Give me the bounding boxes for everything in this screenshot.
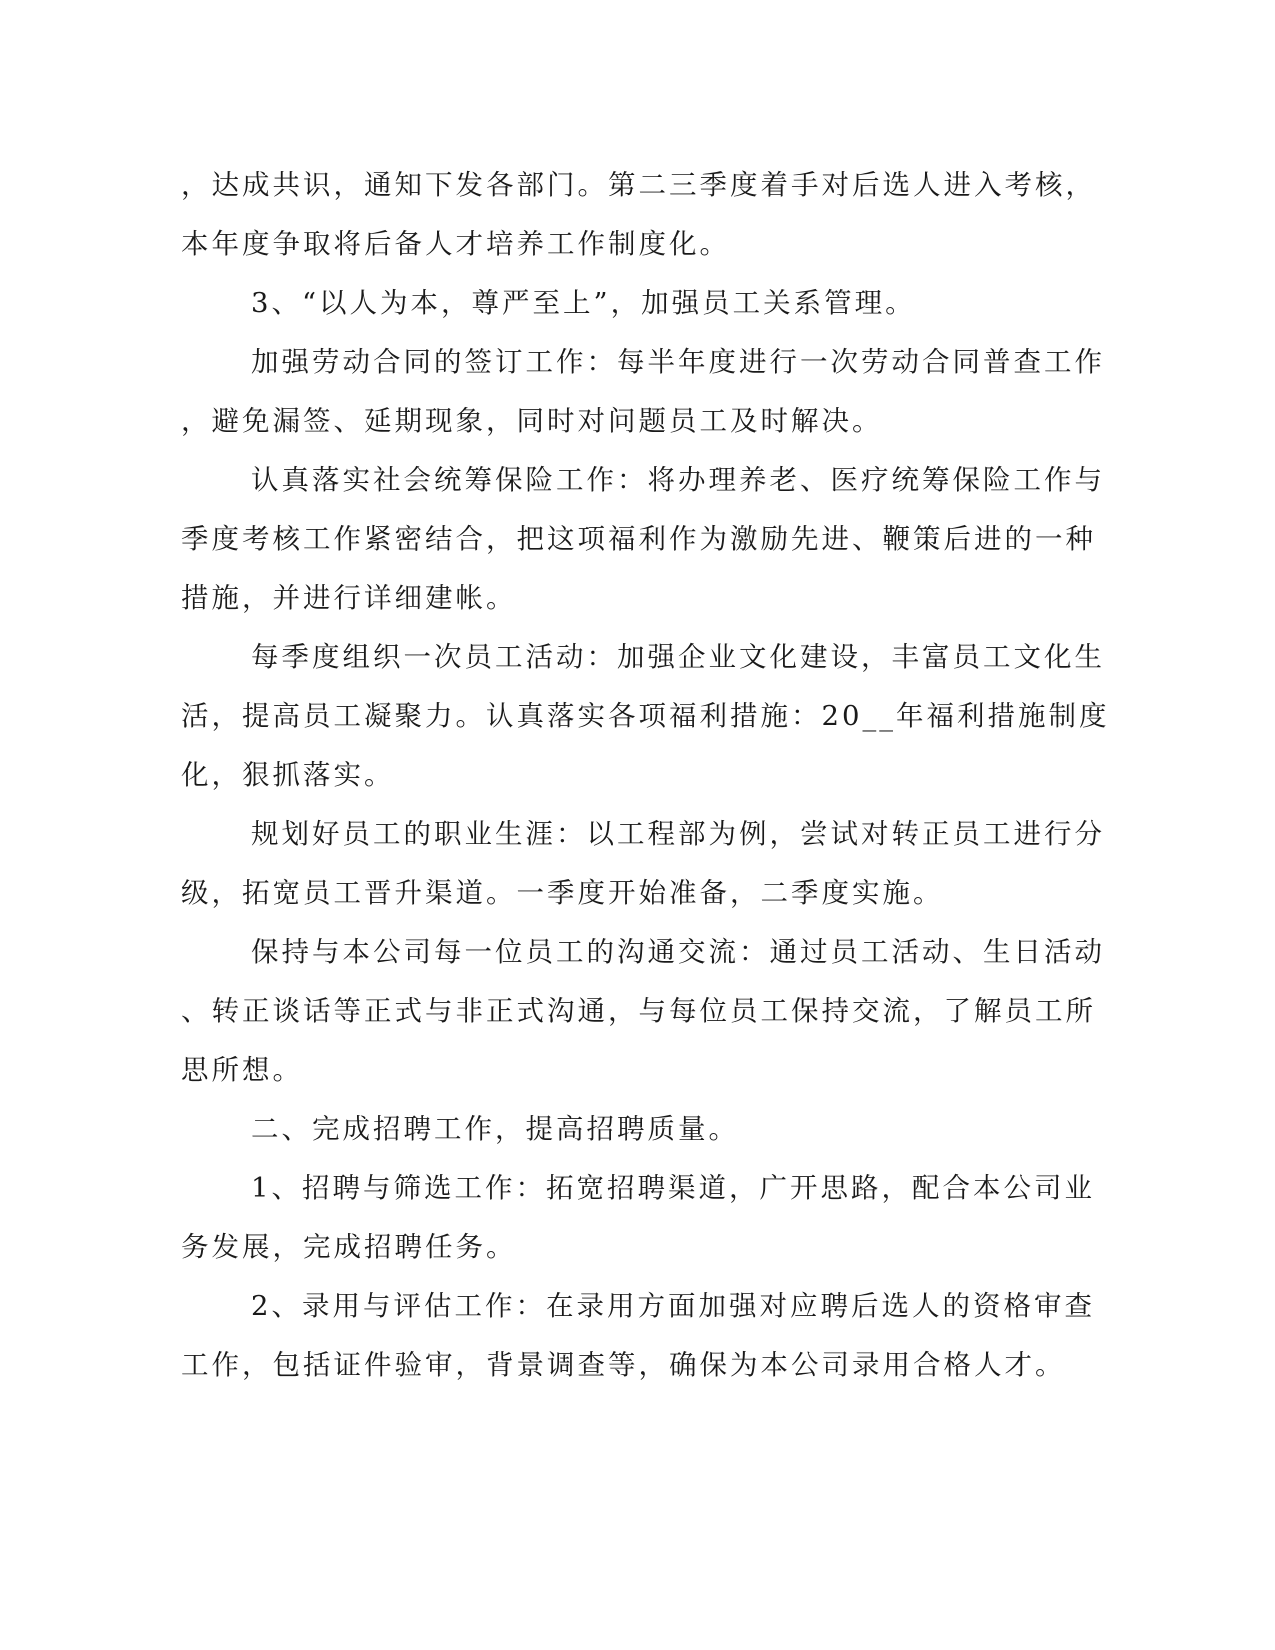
- text-line: 认真落实社会统筹保险工作：将办理养老、医疗统筹保险工作与: [251, 464, 1105, 496]
- text-line: 每季度组织一次员工活动：加强企业文化建设，丰富员工文化生: [251, 641, 1105, 673]
- text-line: 思所想。: [181, 1054, 303, 1086]
- text-line: ，避免漏签、延期现象，同时对问题员工及时解决。: [181, 405, 883, 437]
- text-line: 规划好员工的职业生涯：以工程部为例，尝试对转正员工进行分: [251, 818, 1105, 850]
- text-line: 、转正谈话等正式与非正式沟通，与每位员工保持交流，了解员工所: [181, 995, 1096, 1027]
- text-line: 保持与本公司每一位员工的沟通交流：通过员工活动、生日活动: [251, 936, 1105, 968]
- document-body: [181, 156, 1110, 1395]
- text-line: 级，拓宽员工晋升渠道。一季度开始准备，二季度实施。: [181, 877, 944, 909]
- text-line: 活，提高员工凝聚力。认真落实各项福利措施：20__年福利措施制度: [181, 700, 1110, 732]
- text-line: 加强劳动合同的签订工作：每半年度进行一次劳动合同普查工作: [251, 346, 1105, 378]
- text-line: 季度考核工作紧密结合，把这项福利作为激励先进、鞭策后进的一种: [181, 523, 1096, 555]
- text-line: 化，狠抓落实。: [181, 759, 395, 791]
- text-line: 3、“以人为本，尊严至上”，加强员工关系管理。: [251, 287, 916, 319]
- text-line: ，达成共识，通知下发各部门。第二三季度着手对后选人进入考核，: [181, 169, 1096, 201]
- text-line: 2、录用与评估工作：在录用方面加强对应聘后选人的资格审查: [251, 1290, 1095, 1322]
- text-line: 工作，包括证件验审，背景调查等，确保为本公司录用合格人才。: [181, 1349, 1066, 1381]
- text-line: 1、招聘与筛选工作：拓宽招聘渠道，广开思路，配合本公司业: [251, 1172, 1095, 1204]
- text-line: 措施，并进行详细建帐。: [181, 582, 517, 614]
- text-line: 二、完成招聘工作，提高招聘质量。: [251, 1113, 739, 1145]
- text-line: 务发展，完成招聘任务。: [181, 1231, 517, 1263]
- text-line: 本年度争取将后备人才培养工作制度化。: [181, 228, 730, 260]
